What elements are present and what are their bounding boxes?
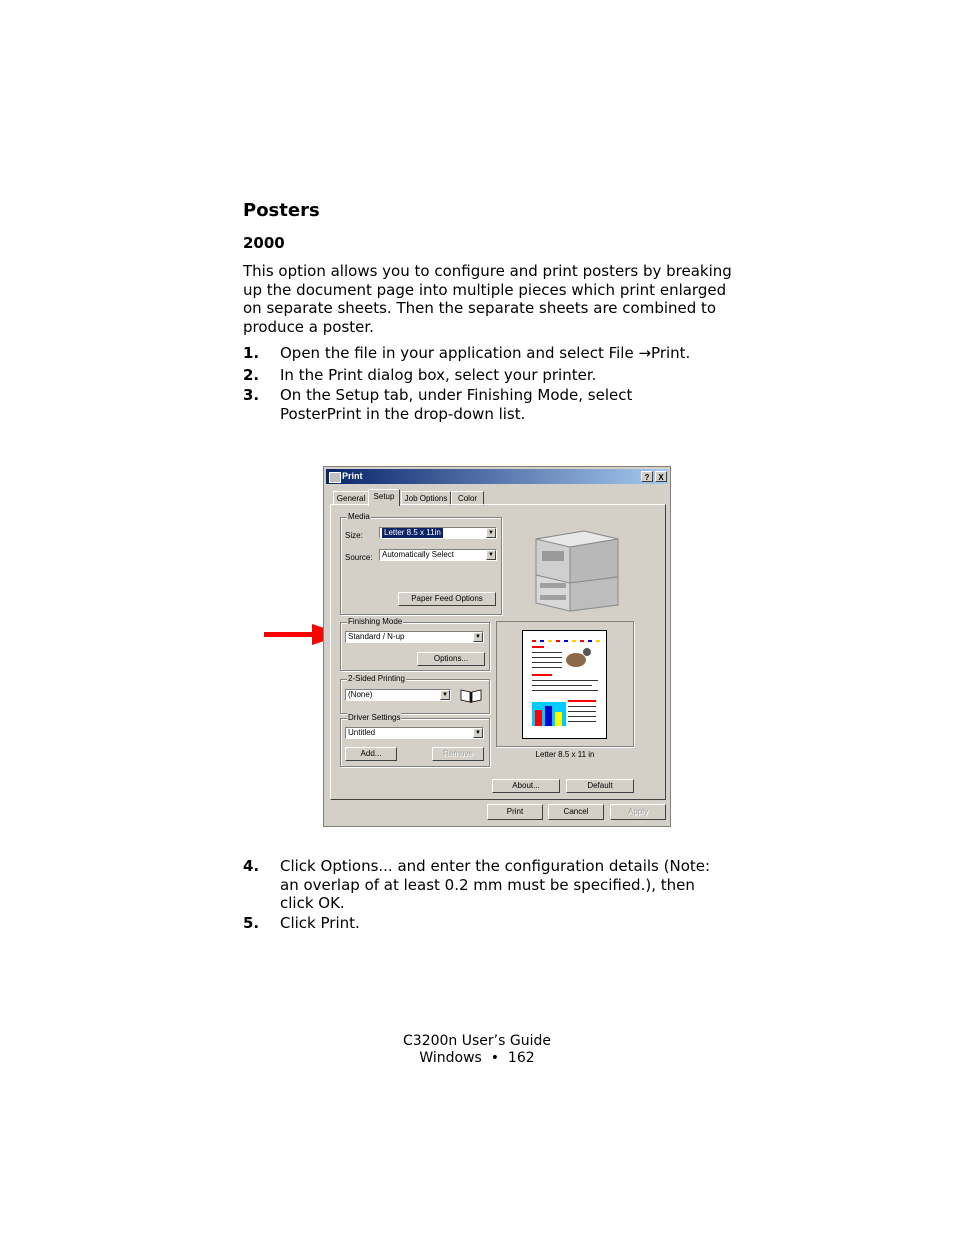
footer-guide-title: C3200n User’s Guide xyxy=(403,1033,551,1049)
footer-page-info xyxy=(0,1050,954,1067)
chevron-down-icon[interactable]: ▼ xyxy=(440,690,450,700)
size-value: Letter 8.5 x 11in xyxy=(384,528,441,537)
tab-setup[interactable]: Setup xyxy=(368,489,400,506)
default-button[interactable]: Default xyxy=(566,779,634,793)
footer-section: Windows xyxy=(419,1050,482,1066)
driver-settings-title: Driver Settings xyxy=(348,713,401,722)
two-sided-select[interactable] xyxy=(345,689,451,701)
step-text: Click Options... and enter the configuration details (Note: an overlap of at least 0.2 mm must be specified.), then click OK. xyxy=(280,857,711,913)
page-preview-image xyxy=(522,630,608,740)
source-label: Source: xyxy=(345,553,373,562)
finishing-mode-value: Standard / N-up xyxy=(348,632,405,641)
media-group-title: Media xyxy=(348,512,370,521)
tab-general[interactable]: General xyxy=(333,491,369,506)
dialog-titlebar xyxy=(326,469,668,484)
size-select[interactable] xyxy=(379,527,497,539)
section-heading: Posters xyxy=(243,200,320,221)
media-group xyxy=(340,512,502,615)
options-button[interactable]: Options... xyxy=(417,652,485,666)
step-number: 2. xyxy=(243,366,260,384)
source-select[interactable] xyxy=(379,549,497,561)
tab-color[interactable]: Color xyxy=(451,491,484,506)
add-button[interactable]: Add... xyxy=(345,747,397,761)
footer-bullet: • xyxy=(490,1050,500,1066)
print-button[interactable]: Print xyxy=(487,804,543,820)
apply-button[interactable]: Apply xyxy=(610,804,666,820)
print-dialog xyxy=(323,466,671,827)
two-sided-printing-group xyxy=(340,674,490,714)
intro-paragraph: This option allows you to configure and print posters by breaking up the document page into multiple pieces which print enlarged on separate sheets. Then the separate sheets are combined to produce a poster. xyxy=(243,262,732,337)
close-button[interactable]: X xyxy=(655,471,667,482)
footer-page-number: 162 xyxy=(507,1050,535,1066)
printer-icon xyxy=(329,472,341,483)
finishing-mode-select[interactable] xyxy=(345,631,484,643)
remove-button[interactable]: Remove xyxy=(432,747,484,761)
finishing-mode-title: Finishing Mode xyxy=(348,617,403,626)
size-label: Size: xyxy=(345,531,363,540)
subsection-heading: 2000 xyxy=(243,234,285,252)
driver-settings-value: Untitled xyxy=(348,728,376,737)
finishing-mode-group xyxy=(340,617,490,671)
chevron-down-icon[interactable]: ▼ xyxy=(486,550,496,560)
two-sided-printing-title: 2-Sided Printing xyxy=(348,674,405,683)
step-text: On the Setup tab, under Finishing Mode, select PosterPrint in the drop-down list. xyxy=(280,386,633,423)
chevron-down-icon[interactable]: ▼ xyxy=(473,632,483,642)
preview-caption: Letter 8.5 x 11 in xyxy=(535,750,595,759)
printer-image xyxy=(526,517,622,613)
step-text: In the Print dialog box, select your printer. xyxy=(280,366,597,384)
step-text: Open the file in your application and select File →Print. xyxy=(280,344,691,362)
step-text: Click Print. xyxy=(280,914,360,932)
about-button[interactable]: About... xyxy=(492,779,560,793)
cancel-button[interactable]: Cancel xyxy=(548,804,604,820)
step-number: 1. xyxy=(243,344,260,362)
dialog-title: Print xyxy=(342,471,363,481)
step-number: 5. xyxy=(243,914,260,932)
source-value: Automatically Select xyxy=(382,550,455,559)
driver-settings-select[interactable] xyxy=(345,727,484,739)
book-binding-icon xyxy=(459,688,483,704)
driver-settings-group xyxy=(340,713,490,767)
help-button[interactable]: ? xyxy=(641,471,653,482)
two-sided-value: (None) xyxy=(348,690,373,699)
step-number: 4. xyxy=(243,857,260,875)
paper-feed-options-button[interactable]: Paper Feed Options xyxy=(398,592,496,606)
chevron-down-icon[interactable]: ▼ xyxy=(486,528,496,538)
chevron-down-icon[interactable]: ▼ xyxy=(473,728,483,738)
setup-panel xyxy=(330,504,666,800)
tab-job-options[interactable]: Job Options xyxy=(401,491,451,506)
step-number: 3. xyxy=(243,386,260,404)
page-preview-area xyxy=(496,621,634,759)
